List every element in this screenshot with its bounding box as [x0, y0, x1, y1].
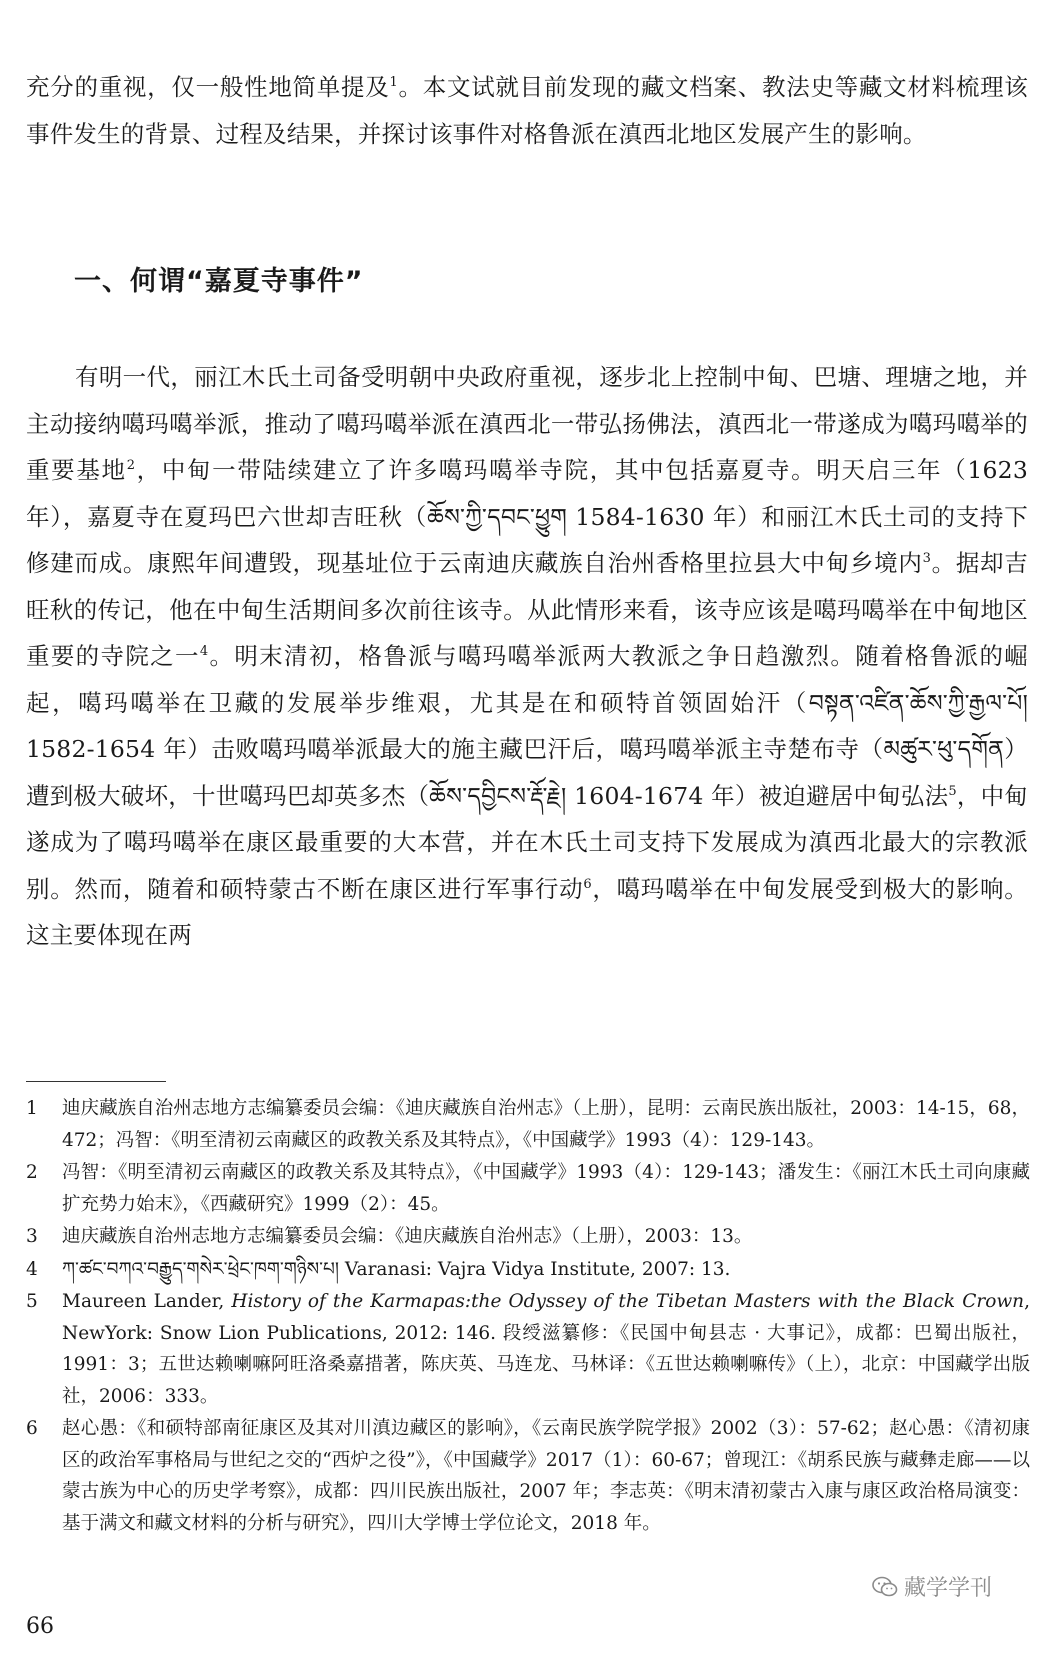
footnote-ref[interactable]: 4	[199, 644, 209, 660]
wechat-icon	[872, 1576, 898, 1598]
text-segment: ，中甸一带陆续建立了许多噶玛噶举寺院，其中包括嘉夏寺。明天启三年（1623 年），嘉夏寺在夏玛巴六世却吉旺秋（ཆོས་ཀྱི་དབང་ཕྱུག 1584-1630 年）和丽江木氏土司的支持下修建而成。康熙年间遭毁，现基址位于云南迪庆藏族自治州香格里拉县大中甸乡境内	[26, 456, 1028, 577]
footnote-text: 迪庆藏族自治州志地方志编纂委员会编：《迪庆藏族自治州志》（上册），2003：13。	[62, 1226, 753, 1247]
footnote-number: 2	[26, 1162, 38, 1183]
footnote-number: 5	[26, 1291, 38, 1312]
section-heading: 一、何谓“嘉夏寺事件”	[74, 266, 364, 297]
footnote-number: 1	[26, 1098, 38, 1119]
footnote-rest: , NewYork: Snow Lion Publications, 2012: 146. 段绶滋纂修：《民国中甸县志 · 大事记》，成都：巴蜀出版社，1991：3；五世达赖喇嘛阿旺洛桑嘉措著，陈庆英、马连龙、马林译：《五世达赖喇嘛传》（上），北京：中国藏学出版社，2006：333。	[62, 1291, 1030, 1407]
footnote-item	[26, 1221, 1030, 1253]
page-number: 66	[26, 1614, 54, 1639]
intro-paragraph	[26, 64, 1028, 157]
watermark	[872, 1571, 992, 1602]
footnote-text: 冯智：《明至清初云南藏区的政教关系及其特点》，《中国藏学》1993（4）：129-143；潘发生：《丽江木氏土司向康藏扩充势力始末》，《西藏研究》1999（2）：45。	[62, 1162, 1030, 1215]
footnotes	[26, 1093, 1030, 1540]
footnote-item	[26, 1157, 1030, 1220]
text-segment: 。明末清初，格鲁派与噶玛噶举派两大教派之争日趋激烈。随着格鲁派的崛起，噶玛噶举在卫藏的发展举步维艰，尤其是在和硕特首领固始汗（བསྟན་འཛིན་ཆོས་ཀྱི་རྒྱལ་པོ། 1582-1654 年）击败噶玛噶举派最大的施主藏巴汗后，噶玛噶举派主寺楚布寺（མཚུར་ཕུ་དགོན）遭到极大破坏，十世噶玛巴却英多杰（ཆོས་དབྱིངས་རྡོ་རྗེ། 1604-1674 年）被迫避居中甸弘法	[26, 642, 1028, 810]
footnote-number: 6	[26, 1418, 38, 1439]
footnote-ref[interactable]: 2	[126, 458, 136, 474]
intro-text-part: 充分的重视，仅一般性地简单提及	[26, 73, 390, 101]
footnote-item	[26, 1286, 1030, 1412]
text-segment: ，中甸遂成为了噶玛噶举在康区最重要的大本营，并在木氏土司支持下发展成为滇西北最大的宗教派别。然而，随着和硕特蒙古不断在康区进行军事行动	[26, 781, 1028, 903]
footnote-ref[interactable]: 1	[389, 75, 398, 91]
footnote-author: Maureen Lander,	[62, 1291, 232, 1312]
main-paragraph	[26, 354, 1028, 959]
footnote-ref[interactable]: 6	[583, 876, 592, 892]
text-segment: 有明一代，丽江木氏土司备受明朝中央政府重视，逐步北上控制中甸、巴塘、理塘之地，并主动接纳噶玛噶举派，推动了噶玛噶举派在滇西北一带弘扬佛法，滇西北一带遂成为噶玛噶举的重要基地	[26, 363, 1028, 484]
footnote-item	[26, 1413, 1030, 1539]
footnote-text: 赵心愚：《和硕特部南征康区及其对川滇边藏区的影响》，《云南民族学院学报》2002（3）：57-62；赵心愚：《清初康区的政治军事格局与世纪之交的“西炉之役”》，《中国藏学》2017（1）：60-67；曾现江：《胡系民族与藏彝走廊——以蒙古族为中心的历史学考察》，成都：四川民族出版社，2007 年；李志英：《明末清初蒙古入康与康区政治格局演变：基于满文和藏文材料的分析与研究》，四川大学博士学位论文，2018 年。	[62, 1418, 1030, 1534]
footnote-text: ཀ་ཚང་བཀའ་བརྒྱུད་གསེར་ཕྲེང་ཁག་གཉིས་པ། Varanasi: Vajra Vidya Institute, 2007: 13.	[62, 1258, 731, 1280]
footnote-text	[62, 1286, 1030, 1412]
watermark-text: 藏学学刊	[904, 1576, 993, 1601]
footnote-number: 3	[26, 1226, 38, 1247]
intro-text	[26, 64, 1028, 157]
footnote-item	[26, 1093, 1030, 1156]
intro-text-part: 。本文试就目前发现的藏文档案、教法史等藏文材料梳理该事件发生的背景、过程及结果，并探讨该事件对格鲁派在滇西北地区发展产生的影响。	[26, 73, 1029, 148]
footnote-ref[interactable]: 3	[922, 551, 932, 567]
footnote-item	[26, 1254, 1030, 1286]
text-segment: ，噶玛噶举在中甸发展受到极大的影响。这主要体现在两	[26, 874, 1028, 949]
footnote-divider	[26, 1081, 166, 1082]
book-title: History of the Karmapas:the Odyssey of the Tibetan Masters with the Black Crown	[231, 1291, 1025, 1312]
footnote-number: 4	[26, 1258, 38, 1280]
footnote-ref[interactable]: 5	[948, 783, 957, 799]
footnote-text: 迪庆藏族自治州志地方志编纂委员会编：《迪庆藏族自治州志》（上册），昆明：云南民族出版社，2003：14-15，68，472；冯智：《明至清初云南藏区的政教关系及其特点》，《中国藏学》1993（4）：129-143。	[62, 1098, 1030, 1151]
text-segment: 。据却吉旺秋的传记，他在中甸生活期间多次前往该寺。从此情形来看，该寺应该是噶玛噶举在中甸地区重要的寺院之一	[26, 549, 1028, 670]
main-text	[26, 354, 1028, 959]
